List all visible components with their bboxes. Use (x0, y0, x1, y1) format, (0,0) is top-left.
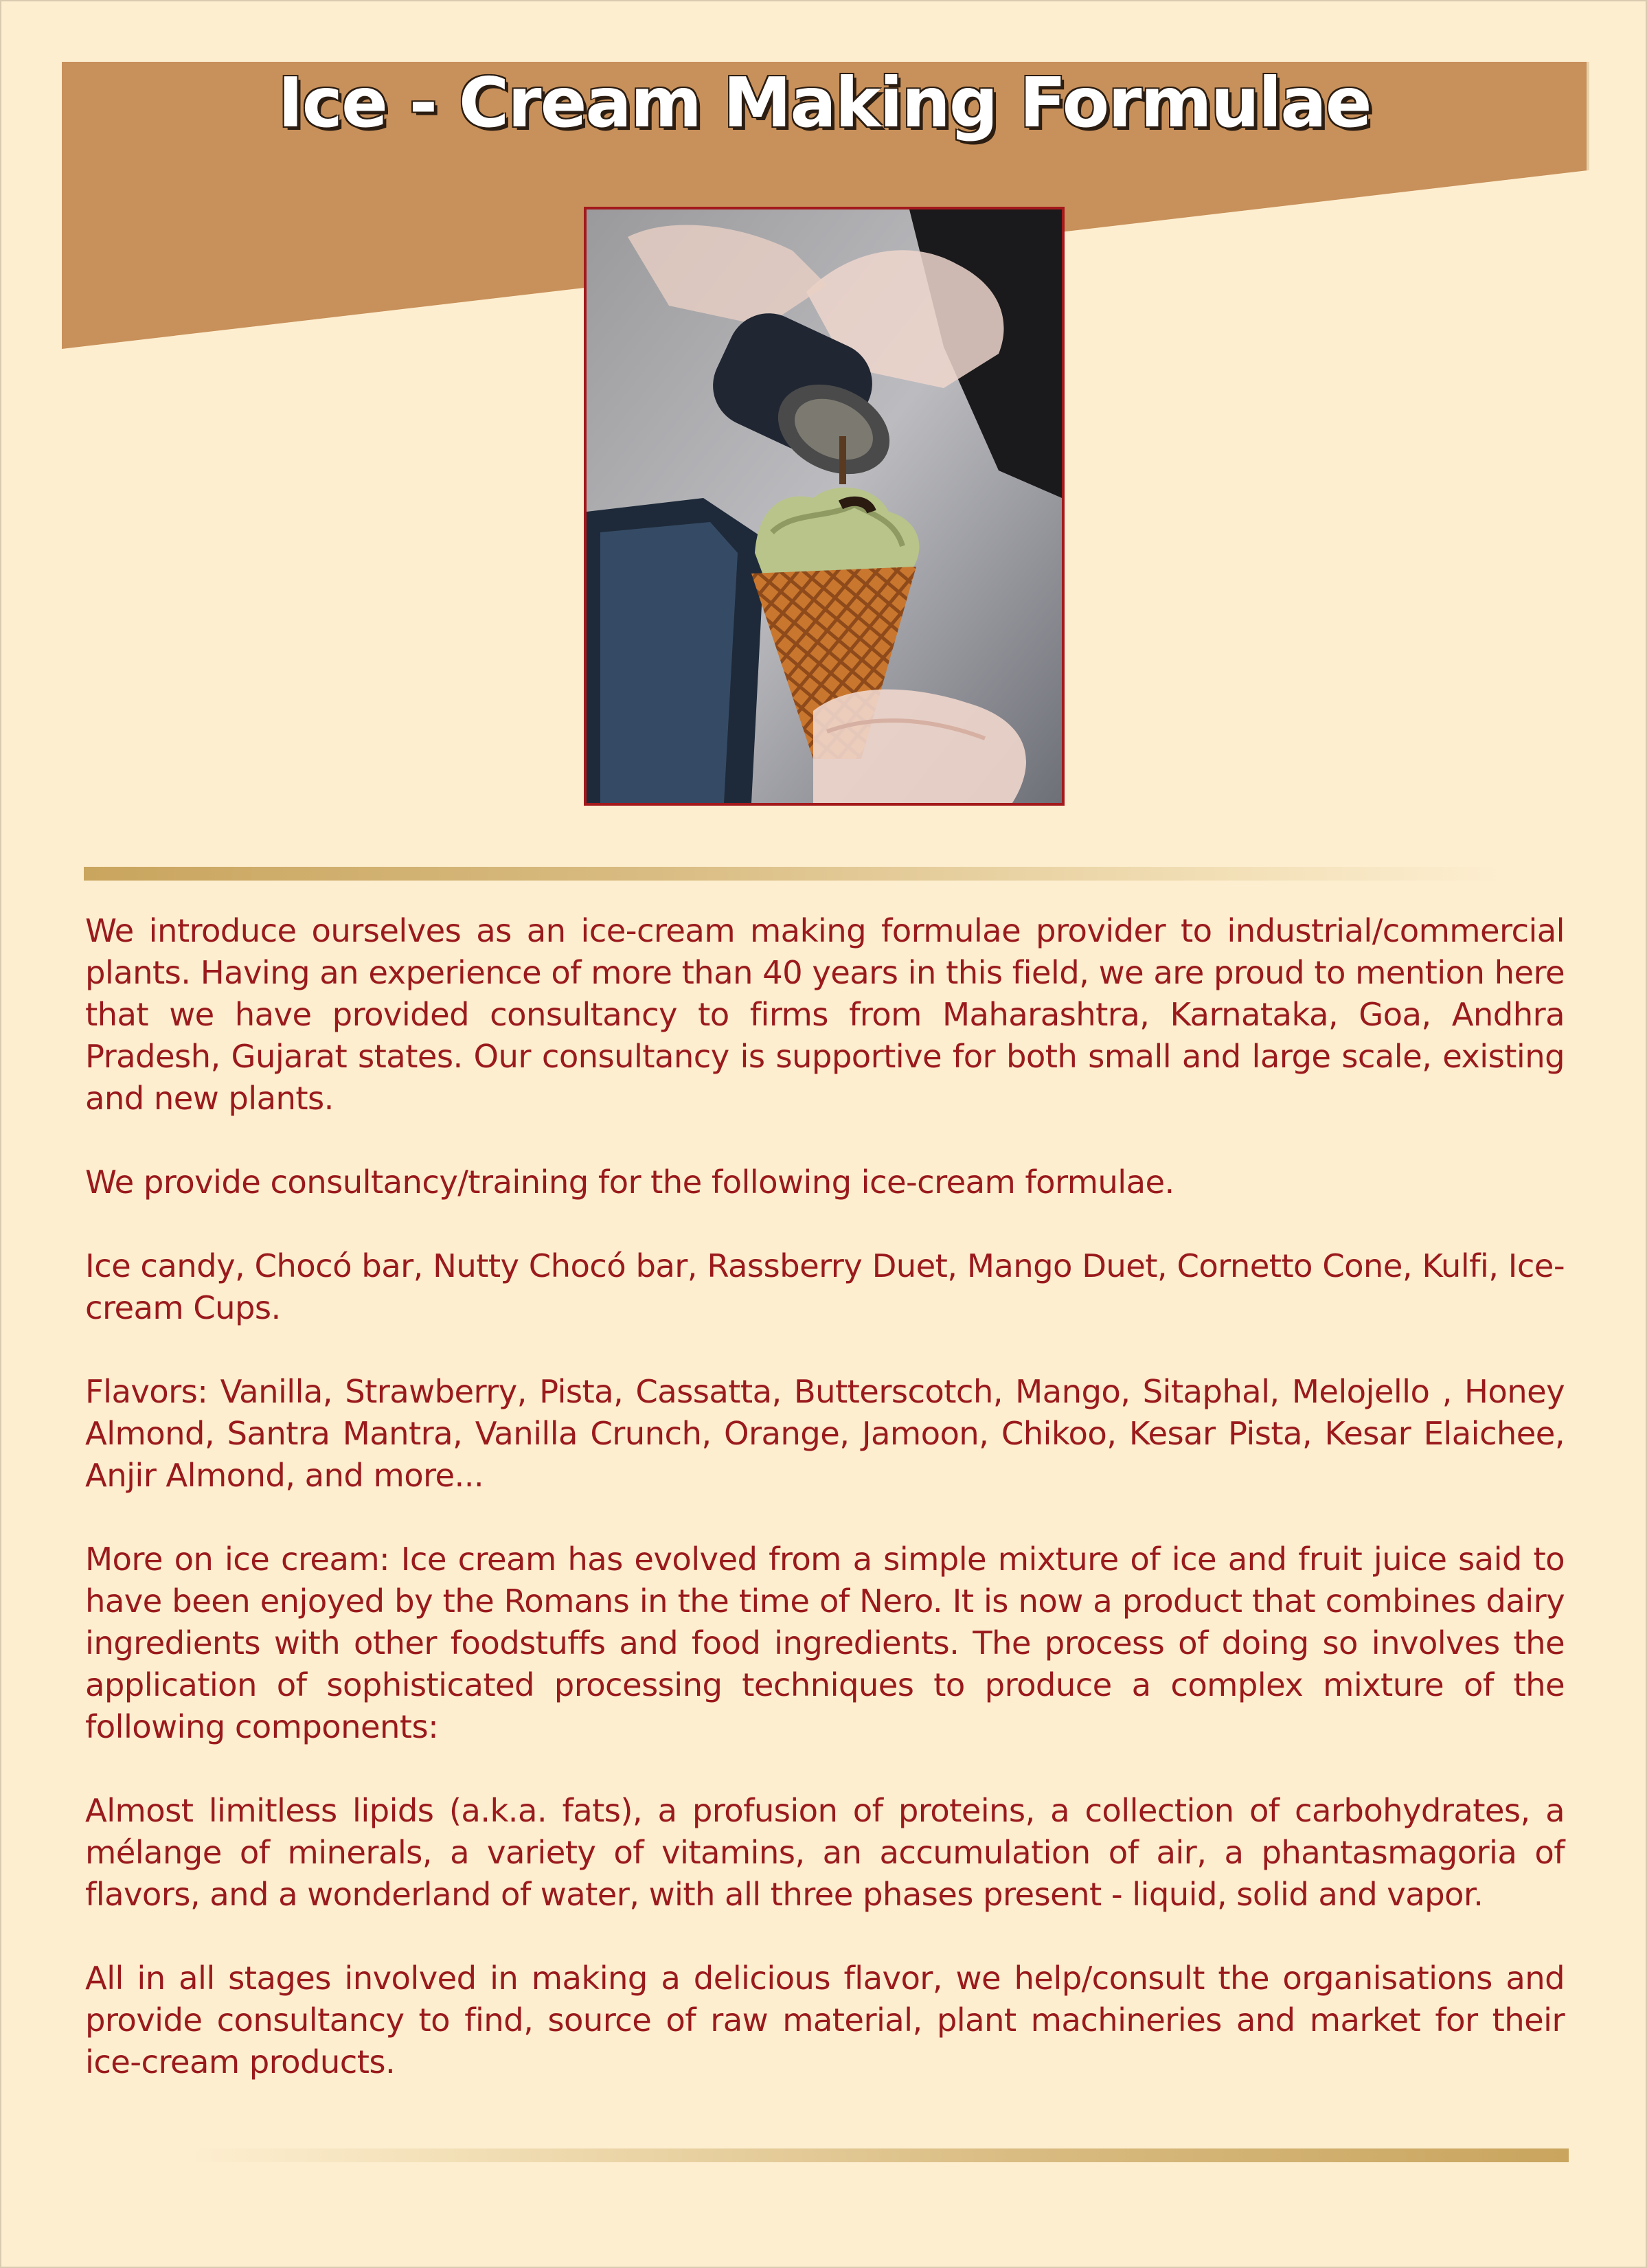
closing-paragraph: All in all stages involved in making a delicious flavor, we help/consult the organisations and provide consultancy to find, source of raw material, plant machineries and market for their ice-cream products. (85, 1960, 1565, 2080)
body-text (85, 910, 1565, 2083)
ice-cream-cone-photo (584, 207, 1065, 806)
more-on-ice-cream-paragraph: More on ice cream: Ice cream has evolved from a simple mixture of ice and fruit juice said to have been enjoyed by the Romans in the time of Nero. It is now a product that combines dairy ingredients with other foodstuffs and food ingredients. The process of doing so involves the application of sophisticated processing techniques to produce a complex mixture of the following components: (85, 1541, 1565, 1745)
flavors-paragraph: Flavors: Vanilla, Strawberry, Pista, Cassatta, Butterscotch, Mango, Sitaphal, Melojello , Honey Almond, Santra Mantra, Vanilla Crunch, Orange, Jamoon, Chikoo, Kesar Pista, Kesar Elaichee, Anjir Almond, and more... (85, 1373, 1565, 1494)
provide-paragraph: We provide consultancy/training for the following ice-cream formulae. (85, 1164, 1174, 1201)
bottom-divider (185, 2148, 1569, 2162)
products-paragraph: Ice candy, Chocó bar, Nutty Chocó bar, Rassberry Duet, Mango Duet, Cornetto Cone, Kulfi, Ice-cream Cups. (85, 1247, 1565, 1326)
intro-paragraph: We introduce ourselves as an ice-cream making formulae provider to industrial/commercial plants. Having an experience of more than 40 years in this field, we are proud to mention here that we have provided consultancy to firms from Maharashtra, Karnataka, Goa, Andhra Pradesh, Gujarat states. Our consultancy is supportive for both small and large scale, existing and new plants. (85, 912, 1565, 1117)
top-divider (84, 867, 1506, 881)
page-title: Ice - Cream Making Formulae (277, 63, 1371, 143)
components-paragraph: Almost limitless lipids (a.k.a. fats), a profusion of proteins, a collection of carbohydrates, a mélange of minerals, a variety of vitamins, an accumulation of air, a phantasmagoria of flavors, and a wonderland of water, with all three phases present - liquid, solid and vapor. (85, 1792, 1565, 1913)
ice-cream-photo-art (587, 209, 1062, 803)
